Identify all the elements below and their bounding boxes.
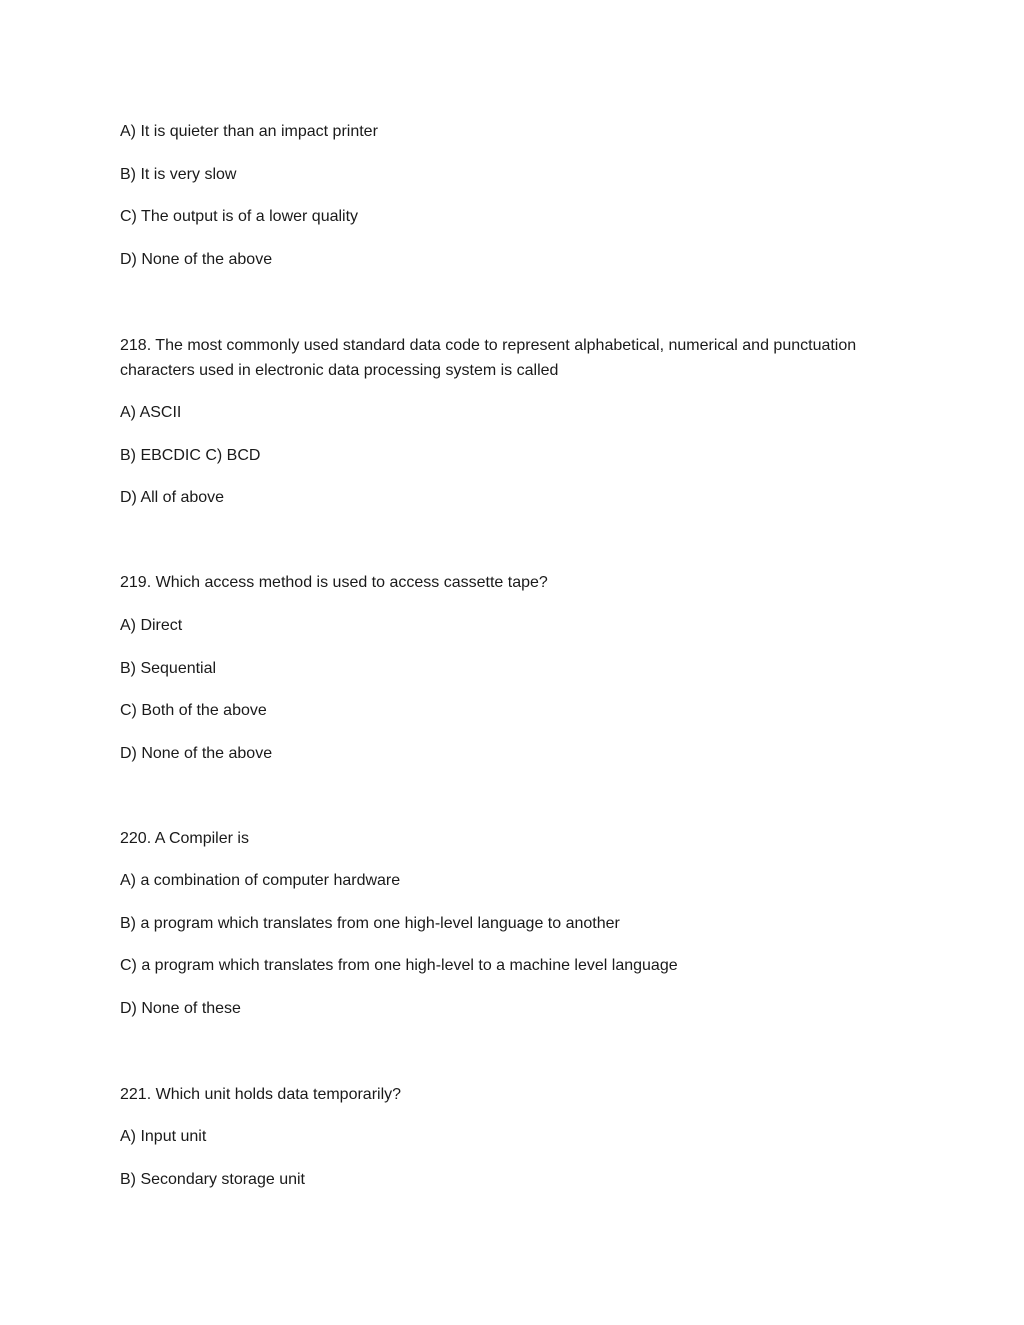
question-218-option-b-c: B) EBCDIC C) BCD (120, 447, 261, 464)
question-219-option-b: B) Sequential (120, 660, 217, 677)
question-220-option-a: A) a combination of computer hardware (120, 872, 401, 889)
question-221-option-b: B) Secondary storage unit (120, 1171, 305, 1188)
question-220-option-c: C) a program which translates from one high-level to a machine level language (120, 957, 678, 974)
option-a: A) It is quieter than an impact printer (120, 123, 378, 140)
question-219-option-d: D) None of the above (120, 745, 273, 762)
option-c: C) The output is of a lower quality (120, 208, 359, 225)
question-220-text: 220. A Compiler is (120, 830, 249, 847)
option-d: D) None of the above (120, 251, 273, 268)
option-b: B) It is very slow (120, 166, 237, 183)
question-218-text: 218. The most commonly used standard data code to represent alphabetical, numerical and punctuation characters used in electronic data processing system is called (120, 337, 857, 379)
question-220-option-d: D) None of these (120, 1000, 241, 1017)
question-218-option-a: A) ASCII (120, 404, 182, 421)
question-219-text: 219. Which access method is used to access cassette tape? (120, 574, 548, 591)
question-221-option-a: A) Input unit (120, 1128, 207, 1145)
question-220-option-b: B) a program which translates from one high-level language to another (120, 915, 620, 932)
question-219-option-a: A) Direct (120, 617, 183, 634)
question-218-option-d: D) All of above (120, 489, 225, 506)
question-219-option-c: C) Both of the above (120, 702, 267, 719)
question-221-text: 221. Which unit holds data temporarily? (120, 1086, 402, 1103)
